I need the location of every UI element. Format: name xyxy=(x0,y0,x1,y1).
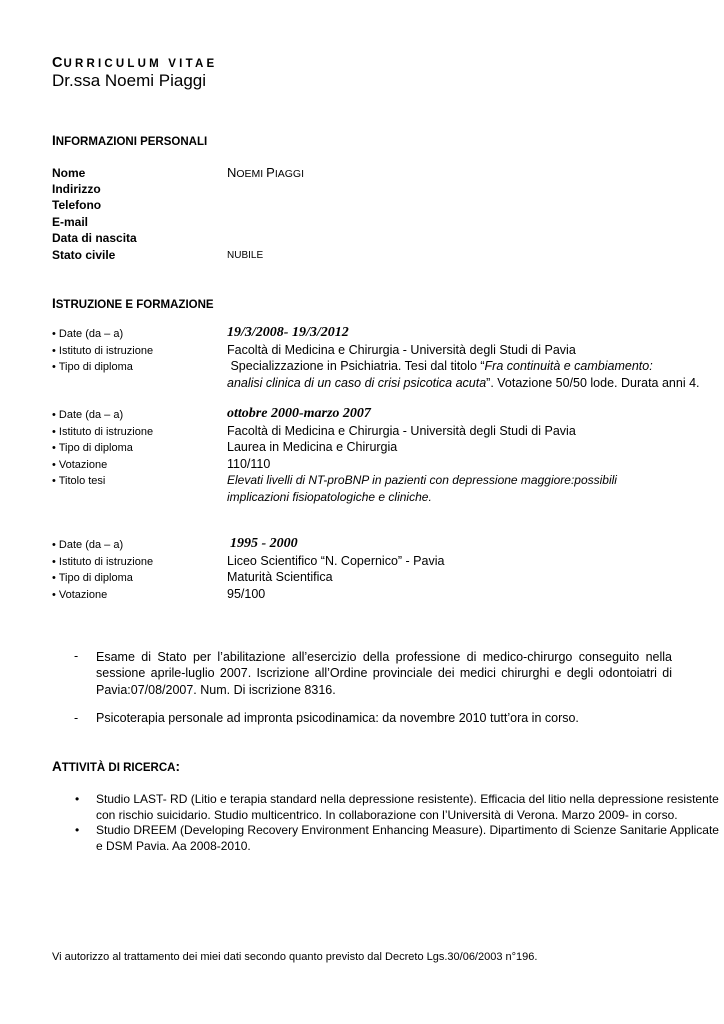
research-item-1-line2: con rischio suicidario. Studio multicentrico. In collaborazione con l’Università di Verona. Marzo 2009- in corso. xyxy=(96,808,678,822)
section-heading-personal: INFORMAZIONI PERSONALI xyxy=(52,133,208,148)
edu1-date: 19/3/2008- 19/3/2012 xyxy=(227,325,349,340)
edu1-inst: Facoltà di Medicina e Chirurgia - Università degli Studi di Pavia xyxy=(227,343,576,357)
extra-dash-1: - xyxy=(74,649,79,663)
edu2-thesis-line1: Elevati livelli di NT-proBNP in pazienti con depressione maggiore:possibili xyxy=(227,473,617,487)
extra-dash-2: - xyxy=(74,711,79,725)
extra-text-2: Psicoterapia personale ad impronta psicodinamica: da novembre 2010 tutt’ora in corso. xyxy=(96,711,579,725)
extra-text-1: Esame di Stato per l’abilitazione all’esercizio della professione di medico-chirurgo conseguito nella sessione aprile-luglio 2007. Iscrizione all’Ordine provinciale dei medici chirurghi e degli odontoiatri di Pavia:07/08/2007. Num. Di iscrizione 8316. xyxy=(96,650,672,697)
edu1-inst-label: • Istituto di istruzione xyxy=(52,345,154,357)
edu3-date: 1995 - 2000 xyxy=(230,536,298,551)
research-item-2-line1: Studio DREEM (Developing Recovery Environment Enhancing Measure). Dipartimento di Scienze Sanitarie Applicate xyxy=(96,823,719,837)
edu3-vote: 95/100 xyxy=(227,587,266,601)
edu3-inst-label: • Istituto di istruzione xyxy=(52,556,154,568)
edu1-diploma-label: • Tipo di diploma xyxy=(52,361,133,373)
edu2-diploma-label: • Tipo di diploma xyxy=(52,442,133,454)
privacy-footer: Vi autorizzo al trattamento dei miei dati secondo quanto previsto dal Decreto Lgs.30/06/2003 n°196. xyxy=(52,951,538,963)
cv-title: CURRICULUM VITAE xyxy=(52,55,218,71)
edu2-inst-label: • Istituto di istruzione xyxy=(52,426,154,438)
research-bullet-2: • xyxy=(75,823,80,837)
edu2-thesis-label: • Titolo tesi xyxy=(52,475,106,487)
edu3-diploma: Maturità Scientifica xyxy=(227,570,333,584)
edu2-diploma: Laurea in Medicina e Chirurgia xyxy=(227,440,398,454)
research-item-1-line1: Studio LAST- RD (Litio e terapia standard nella depressione resistente). Efficacia del litio nella depressione resistente xyxy=(96,792,719,806)
edu1-date-label: • Date (da – a) xyxy=(52,328,124,340)
edu2-date: ottobre 2000-marzo 2007 xyxy=(227,406,371,421)
edu2-vote: 110/110 xyxy=(227,457,271,471)
edu3-diploma-label: • Tipo di diploma xyxy=(52,572,133,584)
label-telefono: Telefono xyxy=(52,198,102,212)
edu3-inst: Liceo Scientifico “N. Copernico” - Pavia xyxy=(227,554,445,568)
edu2-thesis-line2: implicazioni fisiopatologiche e cliniche. xyxy=(227,490,432,504)
label-nome: Nome xyxy=(52,166,86,180)
cv-name: Dr.ssa Noemi Piaggi xyxy=(52,71,207,90)
edu2-date-label: • Date (da – a) xyxy=(52,409,124,421)
section-heading-education: ISTRUZIONE E FORMAZIONE xyxy=(52,296,214,311)
value-stato-civile: NUBILE xyxy=(227,250,264,261)
label-data-nascita: Data di nascita xyxy=(52,231,137,245)
label-indirizzo: Indirizzo xyxy=(52,182,101,196)
edu3-vote-label: • Votazione xyxy=(52,589,108,601)
edu2-inst: Facoltà di Medicina e Chirurgia - Università degli Studi di Pavia xyxy=(227,424,576,438)
label-email: E-mail xyxy=(52,215,89,229)
section-heading-research: ATTIVITÀ DI RICERCA: xyxy=(52,759,180,774)
edu1-diploma-line1: Specializzazione in Psichiatria. Tesi dal titolo “Fra continuità e cambiamento: xyxy=(227,359,653,373)
label-stato-civile: Stato civile xyxy=(52,248,116,262)
value-nome: NOEMI PIAGGI xyxy=(227,165,305,180)
edu2-vote-label: • Votazione xyxy=(52,459,108,471)
research-item-2-line2: e DSM Pavia. Aa 2008-2010. xyxy=(96,839,251,853)
edu3-date-label: • Date (da – a) xyxy=(52,539,124,551)
edu1-diploma-line2: analisi clinica di un caso di crisi psicotica acuta”. Votazione 50/50 lode. Durata anni 4. xyxy=(227,376,700,390)
research-bullet-1: • xyxy=(75,792,80,806)
